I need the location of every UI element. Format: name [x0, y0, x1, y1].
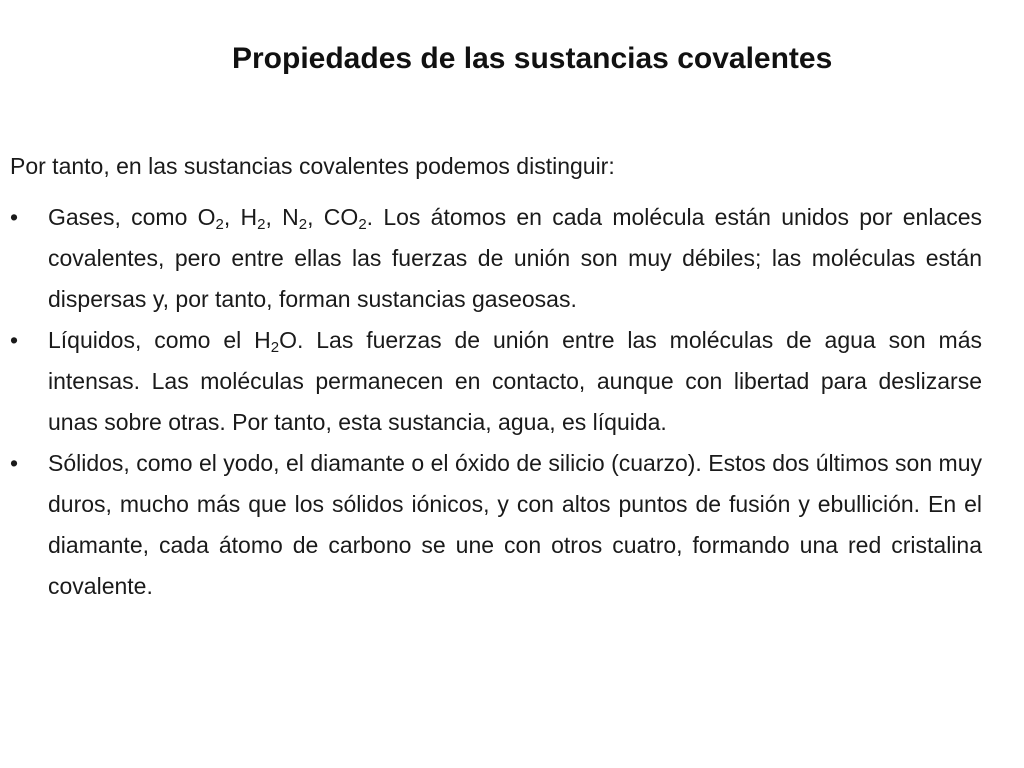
bullet-text: [48, 327, 982, 435]
bullet-item-gases: [10, 197, 982, 320]
subscript-text: 2: [298, 216, 308, 233]
bullet-icon: •: [10, 327, 19, 353]
text-segment: , N: [265, 204, 299, 230]
bullet-list: [10, 197, 982, 607]
bullet-icon: •: [10, 204, 19, 230]
text-segment: . Los átomos en cada molécula están unidos por enlaces covalentes, pero entre ellas las fuerzas de unión son muy débiles; las moléculas están dispersas y, por tanto, forman sustancias gaseosas.: [48, 204, 983, 312]
bullet-text: [48, 450, 982, 599]
text-segment: Líquidos, como el H: [48, 327, 271, 353]
text-segment: O. Las fuerzas de unión entre las moléculas de agua son más intensas. Las moléculas permanecen en contacto, aunque con libertad para deslizarse unas sobre otras. Por tanto, esta sustancia, agua, es líquida.: [48, 327, 982, 435]
bullet-item-solidos: [10, 443, 982, 607]
text-segment: , CO: [307, 204, 359, 230]
text-segment: , H: [223, 204, 258, 230]
slide-title: Propiedades de las sustancias covalentes: [232, 42, 833, 75]
bullet-icon: •: [10, 450, 19, 476]
text-segment: Gases, como O: [48, 204, 216, 230]
bullet-item-liquidos: [10, 320, 982, 443]
subscript-text: 2: [270, 339, 280, 356]
subscript-text: 2: [257, 216, 266, 233]
intro-text: Por tanto, en las sustancias covalentes podemos distinguir:: [10, 153, 615, 179]
bullet-text: [48, 204, 982, 312]
subscript-text: 2: [358, 216, 367, 233]
text-segment: Sólidos, como el yodo, el diamante o el óxido de silicio (cuarzo). Estos dos últimos son muy duros, mucho más que los sólidos iónicos, y con altos puntos de fusión y ebullición. En el diamante, cada átomo de carbono se une con otros cuatro, formando una red cristalina covalente.: [48, 450, 982, 599]
subscript-text: 2: [215, 216, 224, 233]
